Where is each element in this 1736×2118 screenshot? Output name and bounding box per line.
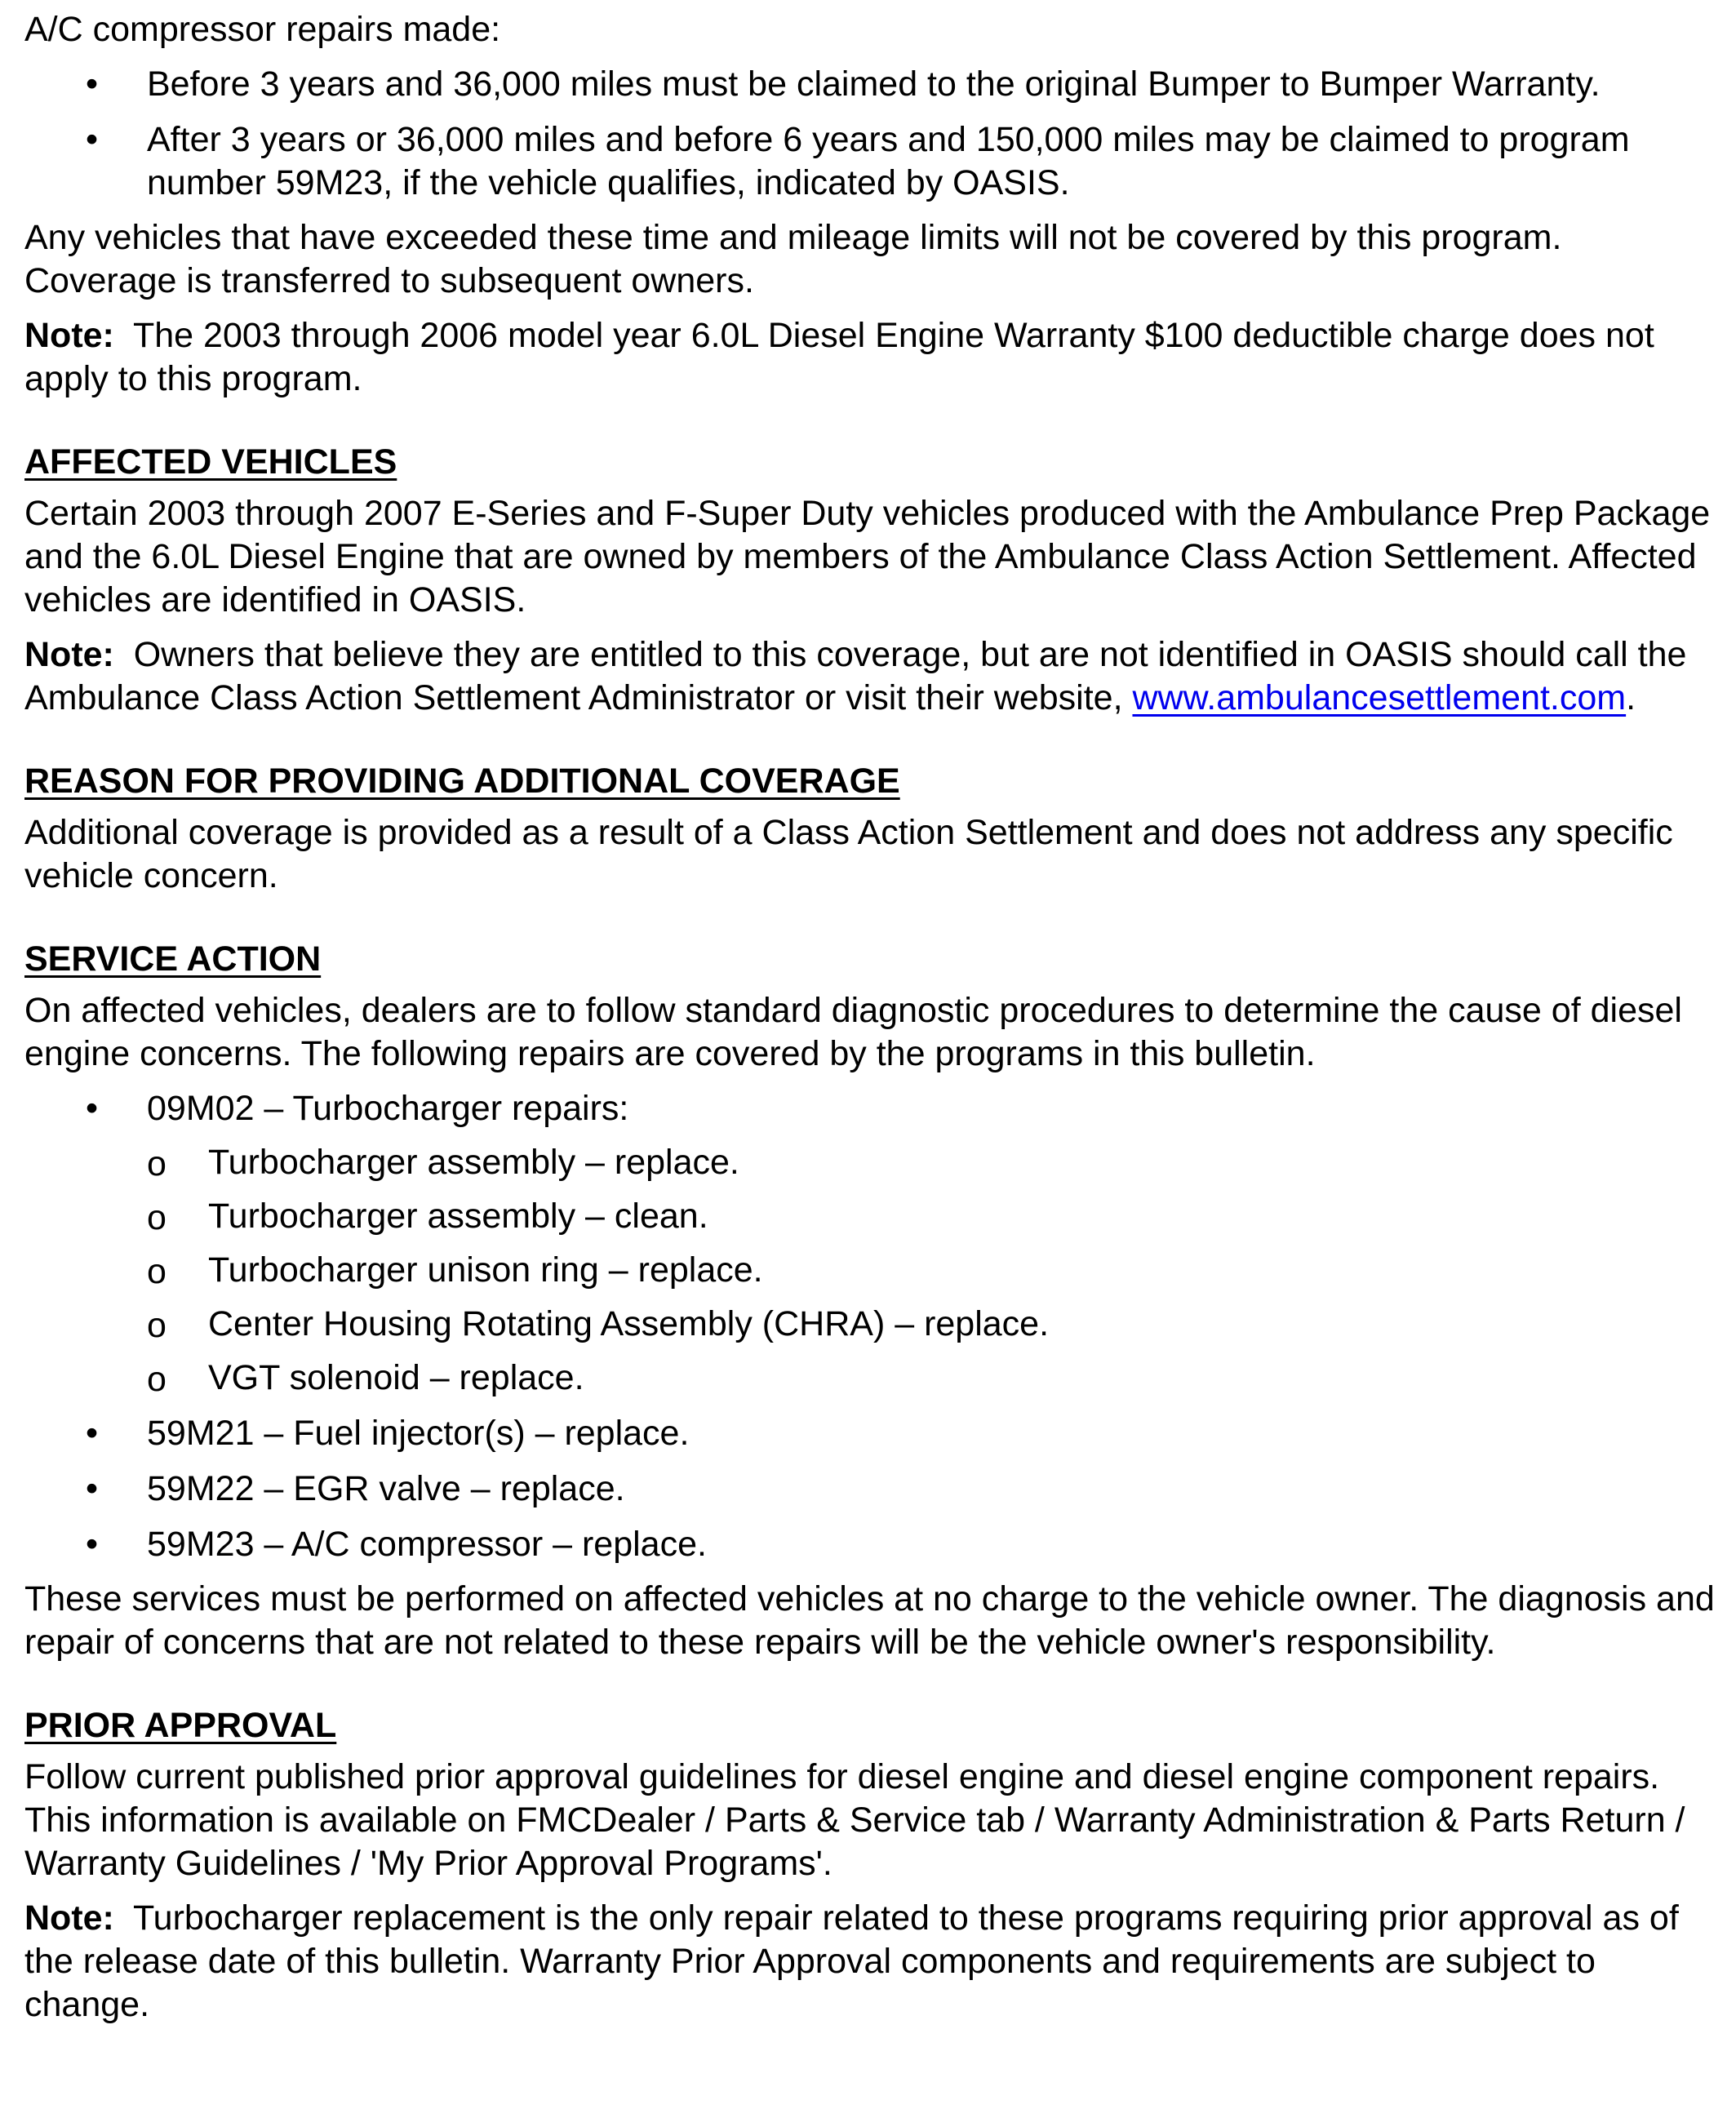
intro-note xyxy=(24,314,1722,401)
settlement-website-link[interactable]: www.ambulancesettlement.com xyxy=(1132,678,1627,717)
list-item-text: Before 3 years and 36,000 miles must be claimed to the original Bumper to Bumper Warranty. xyxy=(147,64,1601,104)
circle-bullet-icon: o xyxy=(147,1252,166,1291)
note-label: Note: xyxy=(24,635,114,674)
section-heading-prior-approval: PRIOR APPROVAL xyxy=(24,1706,337,1745)
bullet-icon: • xyxy=(86,64,99,104)
sub-list-item xyxy=(147,1141,1722,1184)
link-suffix: . xyxy=(1626,678,1636,717)
list-item xyxy=(24,63,1722,106)
bulletin-page xyxy=(24,8,1722,2027)
list-item-text: 09M02 – Turbocharger repairs: xyxy=(147,1089,629,1128)
bullet-icon: • xyxy=(86,120,99,159)
list-item xyxy=(24,1412,1722,1455)
note-text: Owners that believe they are entitled to this coverage, but are not identified in OASIS should call the Ambulance Class Action Settlement Administrator or visit their website, xyxy=(24,635,1687,717)
reason-section xyxy=(24,760,1722,898)
prior-approval-paragraph: Follow current published prior approval guidelines for diesel engine and diesel engine component repairs. This information is available on FMCDealer / Parts & Service tab / Warranty Administration & Parts Return / Warranty Guidelines / 'My Prior Approval Programs'. xyxy=(24,1757,1685,1883)
prior-approval-section xyxy=(24,1704,1722,2027)
sub-list-item xyxy=(147,1356,1722,1400)
bullet-icon: • xyxy=(86,1469,99,1508)
sub-list-item-text: Center Housing Rotating Assembly (CHRA) – replace. xyxy=(208,1304,1050,1343)
list-item xyxy=(24,1468,1722,1511)
list-item-text: 59M23 – A/C compressor – replace. xyxy=(147,1525,707,1564)
note-label: Note: xyxy=(24,316,114,355)
intro-section xyxy=(24,8,1722,401)
affected-vehicles-section xyxy=(24,441,1722,720)
circle-bullet-icon: o xyxy=(147,1198,166,1237)
circle-bullet-icon: o xyxy=(147,1306,166,1345)
prior-approval-note xyxy=(24,1897,1722,2027)
section-heading-reason: REASON FOR PROVIDING ADDITIONAL COVERAGE xyxy=(24,762,900,801)
bullet-icon: • xyxy=(86,1525,99,1564)
intro-bullet-list xyxy=(24,63,1722,205)
bullet-icon: • xyxy=(86,1089,99,1128)
intro-heading: A/C compressor repairs made: xyxy=(24,10,501,49)
service-action-paragraph: On affected vehicles, dealers are to follow standard diagnostic procedures to determine the cause of diesel engine concerns. The following repairs are covered by the programs in this bulletin. xyxy=(24,991,1682,1073)
note-label: Note: xyxy=(24,1898,114,1938)
affected-vehicles-paragraph: Certain 2003 through 2007 E-Series and F-Super Duty vehicles produced with the Ambulance Prep Package and the 6.0L Diesel Engine that are owned by members of the Ambulance Class Action Settlement. Affected vehicles are identified in OASIS. xyxy=(24,494,1711,619)
sub-list-item xyxy=(147,1303,1722,1346)
turbocharger-sub-list xyxy=(147,1141,1722,1400)
bullet-icon: • xyxy=(86,1414,99,1453)
sub-list-item-text: Turbocharger unison ring – replace. xyxy=(208,1250,763,1290)
note-text: Turbocharger replacement is the only repair related to these programs requiring prior approval as of the release date of this bulletin. Warranty Prior Approval components and requirements are subject to change. xyxy=(24,1898,1679,2024)
list-item-text: 59M22 – EGR valve – replace. xyxy=(147,1469,625,1508)
list-item xyxy=(24,1523,1722,1566)
list-item-text: After 3 years or 36,000 miles and before 6 years and 150,000 miles may be claimed to program number 59M23, if the vehicle qualifies, indicated by OASIS. xyxy=(147,120,1630,202)
list-item-turbocharger xyxy=(24,1087,1722,1400)
reason-paragraph: Additional coverage is provided as a result of a Class Action Settlement and does not address any specific vehicle concern. xyxy=(24,813,1673,895)
circle-bullet-icon: o xyxy=(147,1144,166,1183)
repair-list xyxy=(24,1087,1722,1566)
sub-list-item-text: Turbocharger assembly – clean. xyxy=(208,1197,708,1236)
affected-vehicles-note xyxy=(24,633,1722,720)
list-item xyxy=(24,118,1722,205)
section-heading-service-action: SERVICE ACTION xyxy=(24,939,322,979)
service-action-section xyxy=(24,938,1722,1664)
sub-list-item xyxy=(147,1195,1722,1238)
circle-bullet-icon: o xyxy=(147,1360,166,1399)
sub-list-item-text: Turbocharger assembly – replace. xyxy=(208,1143,739,1182)
note-text: The 2003 through 2006 model year 6.0L Diesel Engine Warranty $100 deductible charge does not apply to this program. xyxy=(24,316,1654,398)
sub-list-item xyxy=(147,1249,1722,1292)
list-item-text: 59M21 – Fuel injector(s) – replace. xyxy=(147,1414,690,1453)
service-action-closing-paragraph: These services must be performed on affected vehicles at no charge to the vehicle owner. The diagnosis and repair of concerns that are not related to these repairs will be the vehicle owner's responsibility. xyxy=(24,1579,1715,1662)
sub-list-item-text: VGT solenoid – replace. xyxy=(208,1358,584,1397)
limits-paragraph: Any vehicles that have exceeded these time and mileage limits will not be covered by this program. Coverage is transferred to subsequent owners. xyxy=(24,218,1562,300)
section-heading-affected-vehicles: AFFECTED VEHICLES xyxy=(24,442,397,482)
